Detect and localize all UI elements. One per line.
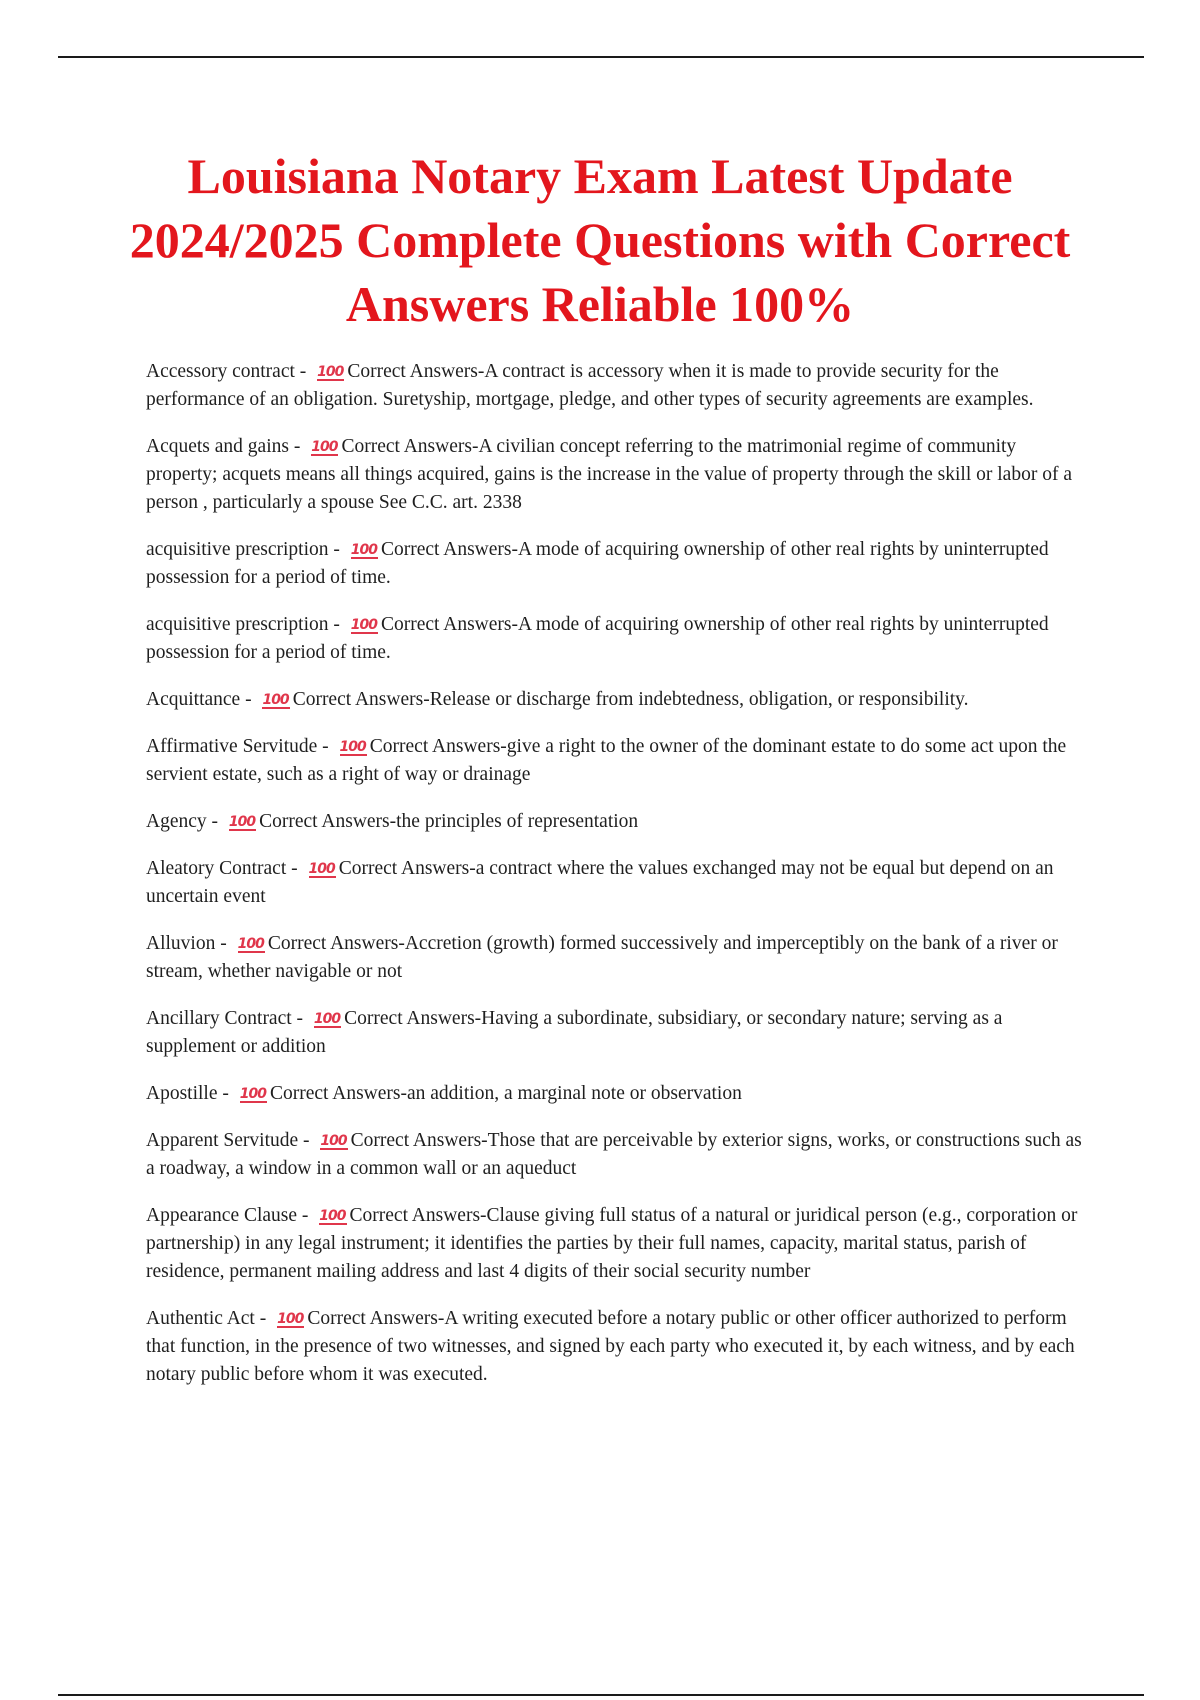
glossary-list [146,358,1088,1408]
glossary-entry [146,1305,1088,1389]
entry-answer: A civilian concept referring to the matrimonial regime of community property; acquets means all things acquired, gains is the increase in the value of property through the skill or labor of a person , particularly a spouse See C.C. art. 2338 [146,436,1072,513]
glossary-entry [146,930,1088,986]
entry-term: Appearance Clause - [146,1205,314,1226]
glossary-entry [146,1127,1088,1183]
hundred-points-icon: 100 [319,1208,346,1224]
answer-prefix: Correct Answers- [369,736,507,757]
top-rule [58,56,1144,58]
hundred-points-icon: 100 [262,692,289,708]
entry-term: Agency - [146,811,223,832]
glossary-entry [146,611,1088,667]
answer-prefix: Correct Answers- [259,811,397,832]
entry-term: Alluvion - [146,933,232,954]
answer-prefix: Correct Answers- [380,614,518,635]
entry-answer: give a right to the owner of the dominant estate to do some act upon the servient estate, such as a right of way or drainage [146,736,1067,785]
entry-term: Acquets and gains - [146,436,306,457]
entry-term: Apostille - [146,1083,234,1104]
entry-answer: Having a subordinate, subsidiary, or secondary nature; serving as a supplement or addition [146,1008,1003,1057]
entry-answer: Release or discharge from indebtedness, obligation, or responsibility. [429,689,969,710]
entry-term: acquisitive prescription - [146,539,345,560]
answer-prefix: Correct Answers- [347,361,485,382]
glossary-entry [146,433,1088,517]
glossary-entry [146,1005,1088,1061]
entry-term: Authentic Act - [146,1308,272,1329]
hundred-points-icon: 100 [339,739,366,755]
glossary-entry [146,733,1088,789]
entry-answer: A mode of acquiring ownership of other real rights by uninterrupted possession for a period of time. [146,539,1049,588]
glossary-entry [146,808,1088,836]
glossary-entry [146,358,1088,414]
hundred-points-icon: 100 [311,439,338,455]
answer-prefix: Correct Answers- [344,1008,482,1029]
glossary-entry [146,1202,1088,1286]
hundred-points-icon: 100 [237,936,264,952]
glossary-entry [146,1080,1088,1108]
glossary-entry [146,686,1088,714]
entry-answer: Clause giving full status of a natural or juridical person (e.g., corporation or partnership) in any legal instrument; it identifies the parties by their full names, capacity, marital status, parish of residence, permanent mailing address and last 4 digits of their social security number [146,1205,1078,1282]
answer-prefix: Correct Answers- [267,933,405,954]
hundred-points-icon: 100 [313,1011,341,1027]
glossary-entry [146,536,1088,592]
entry-term: Accessory contract - [146,361,312,382]
answer-prefix: Correct Answers- [350,1130,488,1151]
answer-prefix: Correct Answers- [341,436,479,457]
hundred-points-icon: 100 [320,1133,347,1149]
entry-answer: A writing executed before a notary public or other officer authorized to perform that function, in the presence of two witnesses, and signed by each party who executed it, by each witness, and by each notary public before whom it was executed. [146,1308,1075,1385]
answer-prefix: Correct Answers- [307,1308,445,1329]
hundred-points-icon: 100 [350,617,377,633]
hundred-points-icon: 100 [239,1086,266,1102]
answer-prefix: Correct Answers- [380,539,518,560]
entry-term: Ancillary Contract - [146,1008,308,1029]
entry-answer: A contract is accessory when it is made to provide security for the performance of an obligation. Suretyship, mortgage, pledge, and other types of security agreements are examples. [146,361,1034,410]
hundred-points-icon: 100 [350,542,377,558]
entry-term: Acquittance - [146,689,257,710]
glossary-entry [146,855,1088,911]
answer-prefix: Correct Answers- [269,1083,407,1104]
entry-answer: Accretion (growth) formed successively and imperceptibly on the bank of a river or stream, whether navigable or not [146,933,1058,982]
bottom-rule [58,1694,1144,1696]
entry-answer: Those that are perceivable by exterior signs, works, or constructions such as a roadway, a window in a common wall or an aqueduct [146,1130,1082,1179]
document-title: Louisiana Notary Exam Latest Update 2024/2025 Complete Questions with Correct Answers Reliable 100% [129,148,1071,332]
entry-term: Apparent Servitude - [146,1130,315,1151]
entry-term: Affirmative Servitude - [146,736,334,757]
answer-prefix: Correct Answers- [338,858,476,879]
entry-answer: a contract where the values exchanged may not be equal but depend on an uncertain event [146,858,1054,907]
entry-answer: the principles of representation [396,811,639,832]
answer-prefix: Correct Answers- [292,689,430,710]
hundred-points-icon: 100 [317,364,344,380]
hundred-points-icon: 100 [277,1311,304,1327]
entry-answer: an addition, a marginal note or observation [407,1083,742,1104]
entry-term: Aleatory Contract - [146,858,303,879]
entry-term: acquisitive prescription - [146,614,345,635]
answer-prefix: Correct Answers- [349,1205,487,1226]
hundred-points-icon: 100 [308,861,335,877]
hundred-points-icon: 100 [228,814,256,830]
entry-answer: A mode of acquiring ownership of other real rights by uninterrupted possession for a period of time. [146,614,1049,663]
